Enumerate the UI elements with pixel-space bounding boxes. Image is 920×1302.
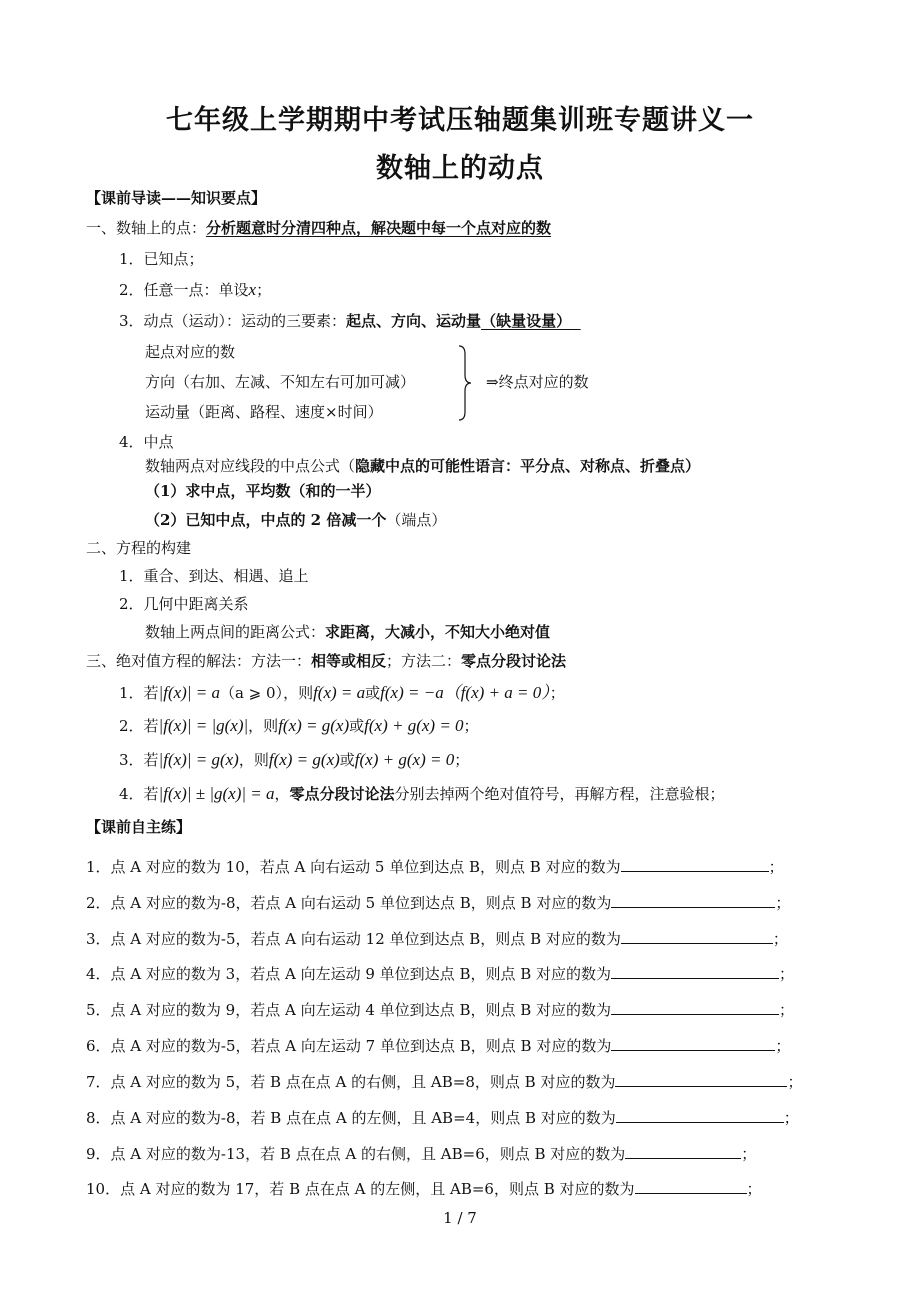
midpoint-sub-2 [145, 510, 446, 530]
equation-item-2: 2．几何中距离关系 [119, 595, 249, 613]
abs-rule-3-result-1: f(x) = g(x) [268, 750, 340, 769]
abs-rule-2-equation: |f(x)| = |g(x)| [158, 716, 249, 735]
abs-rule-1-result-2: f(x) = −a [380, 683, 444, 702]
exercise-end: ； [775, 894, 791, 912]
exercise-text: 7．点 A 对应的数为 5，若 B 点在点 A 的右侧，且 AB=8，则点 B 对应的数为 [86, 1073, 616, 1091]
midpoint-formula [145, 456, 700, 476]
brace-item-direction: 方向（右加、左减、不知左右可加可减） [145, 373, 416, 391]
exercise-3 [86, 927, 788, 949]
exercise-6 [86, 1034, 790, 1056]
exercise-9 [86, 1142, 756, 1164]
moving-point-trailing [571, 312, 581, 330]
exercise-text: 9．点 A 对应的数为-13，若 B 点在点 A 的右侧，且 AB=6，则点 B 对应的数为 [86, 1145, 626, 1163]
heading-one-prefix: 一、数轴上的点： [86, 219, 207, 237]
abs-rule-1-condition: （a ⩾ 0） [219, 684, 284, 702]
exercise-text: 5．点 A 对应的数为 9，若点 A 向左运动 4 单位到达点 B，则点 B 对应的数为 [86, 1001, 612, 1019]
midpoint-formula-text: 数轴两点对应线段的中点公式（ [145, 457, 356, 475]
midpoint-sub-1: （1）求中点，平均数（和的一半） [145, 482, 381, 500]
answer-blank[interactable] [611, 998, 779, 1015]
exercise-8 [86, 1106, 799, 1128]
abs-rule-4-comma: ， [274, 785, 290, 803]
heading-three-text: 三、绝对值方程的解法：方法一： [86, 652, 312, 670]
page-number: 1 / 7 [443, 1209, 477, 1227]
arbitrary-point-end: ； [256, 281, 272, 299]
distance-formula-rule: 求距离，大减小，不知大小绝对值 [325, 623, 551, 641]
right-brace-icon [456, 344, 474, 422]
variable-x: x [248, 280, 257, 299]
answer-blank[interactable] [621, 927, 773, 944]
abs-rule-3-result-2: f(x) + g(x) = 0 [354, 750, 455, 769]
method-one: 相等或相反 [311, 652, 387, 670]
abs-rule-4-equation: |f(x)| ± |g(x)| = a [158, 784, 275, 803]
abs-rule-2-result-1: f(x) = g(x) [278, 716, 350, 735]
answer-blank[interactable] [635, 1177, 747, 1194]
abs-rule-1-equation: |f(x)| = a [158, 683, 220, 702]
answer-blank[interactable] [616, 1106, 784, 1123]
exercise-text: 1．点 A 对应的数为 10，若点 A 向右运动 5 单位到达点 B，则点 B 对应的数为 [86, 858, 621, 876]
abs-rule-4 [119, 784, 725, 804]
brace-item-start: 起点对应的数 [145, 343, 236, 361]
abs-rule-2 [119, 716, 479, 736]
answer-blank[interactable] [615, 1070, 787, 1087]
exercise-10 [86, 1177, 762, 1199]
distance-formula [145, 622, 550, 642]
exercise-7 [86, 1070, 802, 1092]
moving-point-text: 3．动点（运动）：运动的三要素： [119, 312, 347, 330]
known-point-item: 1．已知点； [119, 250, 204, 268]
exercise-text: 4．点 A 对应的数为 3，若点 A 向左运动 9 单位到达点 B，则点 B 对应的数为 [86, 965, 612, 983]
abs-rule-1-result-1: f(x) = a [313, 683, 366, 702]
exercise-end: ； [775, 1037, 791, 1055]
abs-rule-4-method: 零点分段讨论法 [289, 785, 395, 803]
exercise-text: 2．点 A 对应的数为-8，若点 A 向右运动 5 单位到达点 B，则点 B 对应的数为 [86, 894, 612, 912]
midpoint-heading: 4．中点 [119, 433, 174, 451]
abs-rule-2-result-2: f(x) + g(x) = 0 [364, 716, 464, 735]
brace-item-amount: 运动量（距离、路程、速度×时间） [145, 403, 383, 421]
abs-rule-3 [119, 750, 469, 770]
exercise-end: ； [768, 858, 784, 876]
exercise-text: 8．点 A 对应的数为-8，若 B 点在点 A 的左侧，且 AB=4，则点 B 对应的数为 [86, 1109, 616, 1127]
section-heading-practice: 【课前自主练】 [86, 818, 192, 836]
answer-blank[interactable] [611, 962, 779, 979]
abs-rule-1-end: ； [549, 684, 565, 702]
arbitrary-point-text: 2．任意一点：单设 [119, 281, 249, 299]
exercise-end: ； [779, 1001, 795, 1019]
moving-point-elements: 起点、方向、运动量 [346, 312, 482, 330]
answer-blank[interactable] [611, 1034, 775, 1051]
midpoint-sub-2-note: （端点） [386, 511, 447, 529]
document-subtitle: 数轴上的动点 [376, 153, 544, 184]
exercise-end: ； [783, 1109, 799, 1127]
midpoint-hidden-language: 隐藏中点的可能性语言：平分点、对称点、折叠点） [355, 457, 701, 475]
abs-rule-2-then: ，则 [248, 717, 279, 735]
abs-rule-3-then: ，则 [238, 751, 269, 769]
exercise-end: ； [772, 930, 788, 948]
section-heading-intro: 【课前导读——知识要点】 [86, 189, 267, 207]
midpoint-sub-2-bold: （2）已知中点，中点的 2 倍减一个 [145, 511, 387, 529]
moving-point-item [119, 311, 581, 331]
exercise-1 [86, 855, 784, 877]
heading-one [86, 218, 551, 238]
abs-rule-2-if: 2．若 [119, 717, 159, 735]
exercise-end: ； [746, 1180, 762, 1198]
abs-rule-1 [119, 683, 565, 703]
heading-three-mid: ；方法二： [386, 652, 462, 670]
method-two: 零点分段讨论法 [461, 652, 567, 670]
abs-rule-1-then: ，则 [283, 684, 314, 702]
exercise-5 [86, 998, 794, 1020]
exercise-end: ； [741, 1145, 757, 1163]
exercise-text: 3．点 A 对应的数为-5，若点 A 向右运动 12 单位到达点 B，则点 B 对应的数为 [86, 930, 621, 948]
abs-rule-3-or: 或 [339, 751, 355, 769]
abs-rule-3-if: 3．若 [119, 751, 159, 769]
exercise-4 [86, 962, 794, 984]
heading-one-emphasis: 分析题意时分清四种点，解决题中每一个点对应的数 [206, 219, 552, 237]
abs-rule-1-result-3: （f(x) + a = 0） [443, 683, 550, 702]
document-title: 七年级上学期期中考试压轴题集训班专题讲义一 [166, 105, 754, 136]
brace-result: ⇒终点对应的数 [486, 373, 589, 391]
abs-rule-3-equation: |f(x)| = g(x) [158, 750, 239, 769]
abs-rule-1-or: 或 [365, 684, 381, 702]
exercise-end: ； [779, 965, 795, 983]
equation-item-1: 1．重合、到达、相遇、追上 [119, 567, 309, 585]
abs-rule-2-end: ； [463, 717, 479, 735]
exercise-2 [86, 891, 790, 913]
moving-point-note: （缺量设量） [481, 312, 572, 330]
heading-two: 二、方程的构建 [86, 539, 192, 557]
abs-rule-1-if: 1．若 [119, 684, 159, 702]
exercise-end: ； [787, 1073, 803, 1091]
answer-blank[interactable] [611, 891, 775, 908]
exercise-text: 10．点 A 对应的数为 17，若 B 点在点 A 的左侧，且 AB=6，则点 B 对应的数为 [86, 1180, 635, 1198]
abs-rule-4-instructions: 分别去掉两个绝对值符号，再解方程，注意验根； [394, 785, 725, 803]
abs-rule-4-if: 4．若 [119, 785, 159, 803]
arbitrary-point-item [119, 280, 271, 300]
abs-rule-2-or: 或 [349, 717, 365, 735]
answer-blank[interactable] [621, 855, 769, 872]
heading-three [86, 651, 566, 671]
distance-formula-text: 数轴上两点间的距离公式： [145, 623, 326, 641]
abs-rule-3-end: ； [454, 751, 470, 769]
answer-blank[interactable] [625, 1142, 741, 1159]
exercise-text: 6．点 A 对应的数为-5，若点 A 向左运动 7 单位到达点 B，则点 B 对应的数为 [86, 1037, 612, 1055]
